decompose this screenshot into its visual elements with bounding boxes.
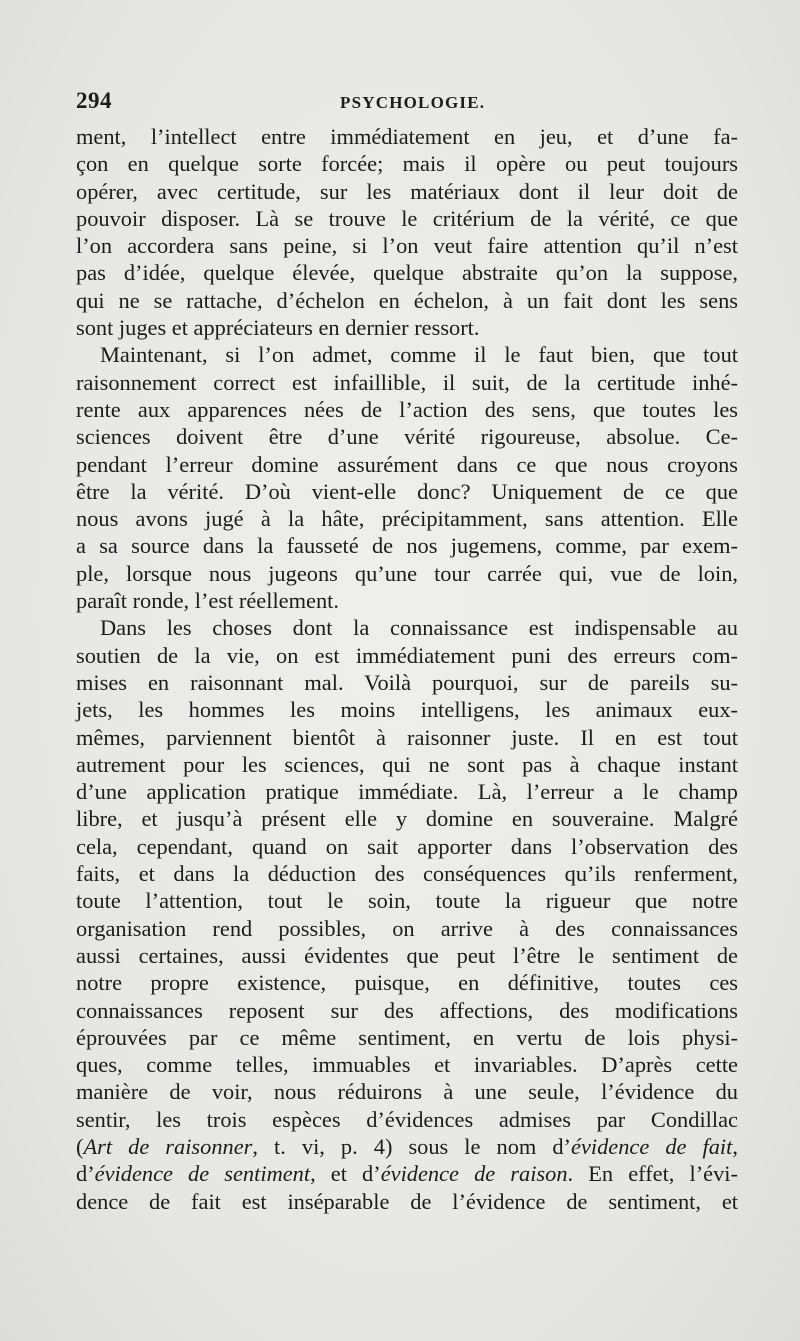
- text-line: l’on accordera sans peine, si l’on veut faire attention qu’il n’est: [76, 233, 738, 259]
- text-line: aussi certaines, aussi évidentes que peut l’être le sentiment de: [76, 942, 738, 968]
- text-line: cela, cependant, quand on sait apporter dans l’observation des: [76, 833, 738, 859]
- page-number: 294: [76, 88, 112, 113]
- text-line: pouvoir disposer. Là se trouve le critérium de la vérité, ce que: [76, 205, 738, 231]
- page-header: [76, 88, 738, 118]
- text-line: Maintenant, si l’on admet, comme il le faut bien, que tout: [100, 342, 738, 368]
- text-segment: (: [76, 1133, 84, 1159]
- text-line: sont juges et appréciateurs en dernier ressort.: [76, 315, 480, 341]
- text-line: mises en raisonnant mal. Voilà pourquoi, sur de pareils su-: [76, 669, 738, 695]
- text-line: toute l’attention, tout le soin, toute la rigueur que notre: [76, 888, 738, 914]
- text-line: organisation rend possibles, on arrive à des connaissances: [76, 915, 738, 941]
- text-line: éprouvées par ce même sentiment, en vertu de lois physi-: [76, 1024, 738, 1050]
- text-segment: . En effet, l’évi-: [567, 1161, 738, 1187]
- text-line: paraît ronde, l’est réellement.: [76, 588, 339, 614]
- text-line: nous avons jugé à la hâte, précipitamment, sans attention. Elle: [76, 506, 738, 532]
- italic-text-segment: évidence de sentiment: [94, 1161, 311, 1187]
- body-text: [76, 123, 738, 1215]
- text-line: dence de fait est inséparable de l’évidence de sentiment, et: [76, 1188, 738, 1214]
- text-line: ment, l’intellect entre immédiatement en jeu, et d’une fa-: [76, 124, 738, 149]
- text-line: sciences doivent être d’une vérité rigoureuse, absolue. Ce-: [76, 424, 738, 450]
- text-line: çon en quelque sorte forcée; mais il opère ou peut toujours: [76, 151, 738, 177]
- text-line: ques, comme telles, immuables et invariables. D’après cette: [76, 1052, 738, 1078]
- text-line: [76, 1160, 738, 1187]
- text-line: autrement pour les sciences, qui ne sont pas à chaque instant: [76, 751, 738, 777]
- text-line: ple, lorsque nous jugeons qu’une tour carrée qui, vue de loin,: [76, 560, 738, 586]
- text-line: sentir, les trois espèces d’évidences admises par Condillac: [76, 1106, 738, 1132]
- text-line: être la vérité. D’où vient-elle donc? Uniquement de ce que: [76, 478, 738, 504]
- text-line: d’une application pratique immédiate. Là, l’erreur a le champ: [76, 779, 738, 805]
- text-line: qui ne se rattache, d’échelon en échelon, à un fait dont les sens: [76, 287, 738, 313]
- text-line: mêmes, parviennent bientôt à raisonner juste. Il en est tout: [76, 724, 738, 750]
- text-line: rente aux apparences nées de l’action des sens, que toutes les: [76, 396, 738, 422]
- text-line: pas d’idée, quelque élevée, quelque abstraite qu’on la suppose,: [76, 260, 738, 286]
- running-head: PSYCHOLOGIE.: [340, 93, 486, 112]
- text-line: soutien de la vie, on est immédiatement puni des erreurs com-: [76, 642, 738, 668]
- text-line: jets, les hommes les moins intelligens, les animaux eux-: [76, 697, 738, 723]
- text-segment: ,: [732, 1133, 738, 1159]
- text-segment: , et d’: [310, 1161, 381, 1187]
- text-line: raisonnement correct est infaillible, il suit, de la certitude inhé-: [76, 369, 738, 395]
- text-line: pendant l’erreur domine assurément dans ce que nous croyons: [76, 451, 738, 477]
- italic-text-segment: évidence de raison: [380, 1161, 568, 1187]
- italic-text-segment: évidence de fait: [571, 1133, 733, 1159]
- text-line: Dans les choses dont la connaissance est indispensable au: [100, 615, 738, 641]
- text-line: manière de voir, nous réduirons à une seule, l’évidence du: [76, 1079, 738, 1105]
- text-segment: d’: [76, 1161, 95, 1187]
- text-line: [76, 1133, 738, 1160]
- italic-text-segment: Art de raisonner: [83, 1133, 253, 1159]
- text-line: connaissances reposent sur des affections, des modifications: [76, 997, 738, 1023]
- text-line: libre, et jusqu’à présent elle y domine en souveraine. Malgré: [76, 806, 738, 832]
- text-segment: , t. vi, p. 4) sous le nom d’: [252, 1133, 571, 1159]
- text-line: opérer, avec certitude, sur les matériaux dont il leur doit de: [76, 178, 738, 204]
- text-line: a sa source dans la fausseté de nos jugemens, comme, par exem-: [76, 533, 738, 559]
- text-line: faits, et dans la déduction des conséquences qu’ils renferment,: [76, 861, 738, 887]
- text-line: notre propre existence, puisque, en définitive, toutes ces: [76, 970, 738, 996]
